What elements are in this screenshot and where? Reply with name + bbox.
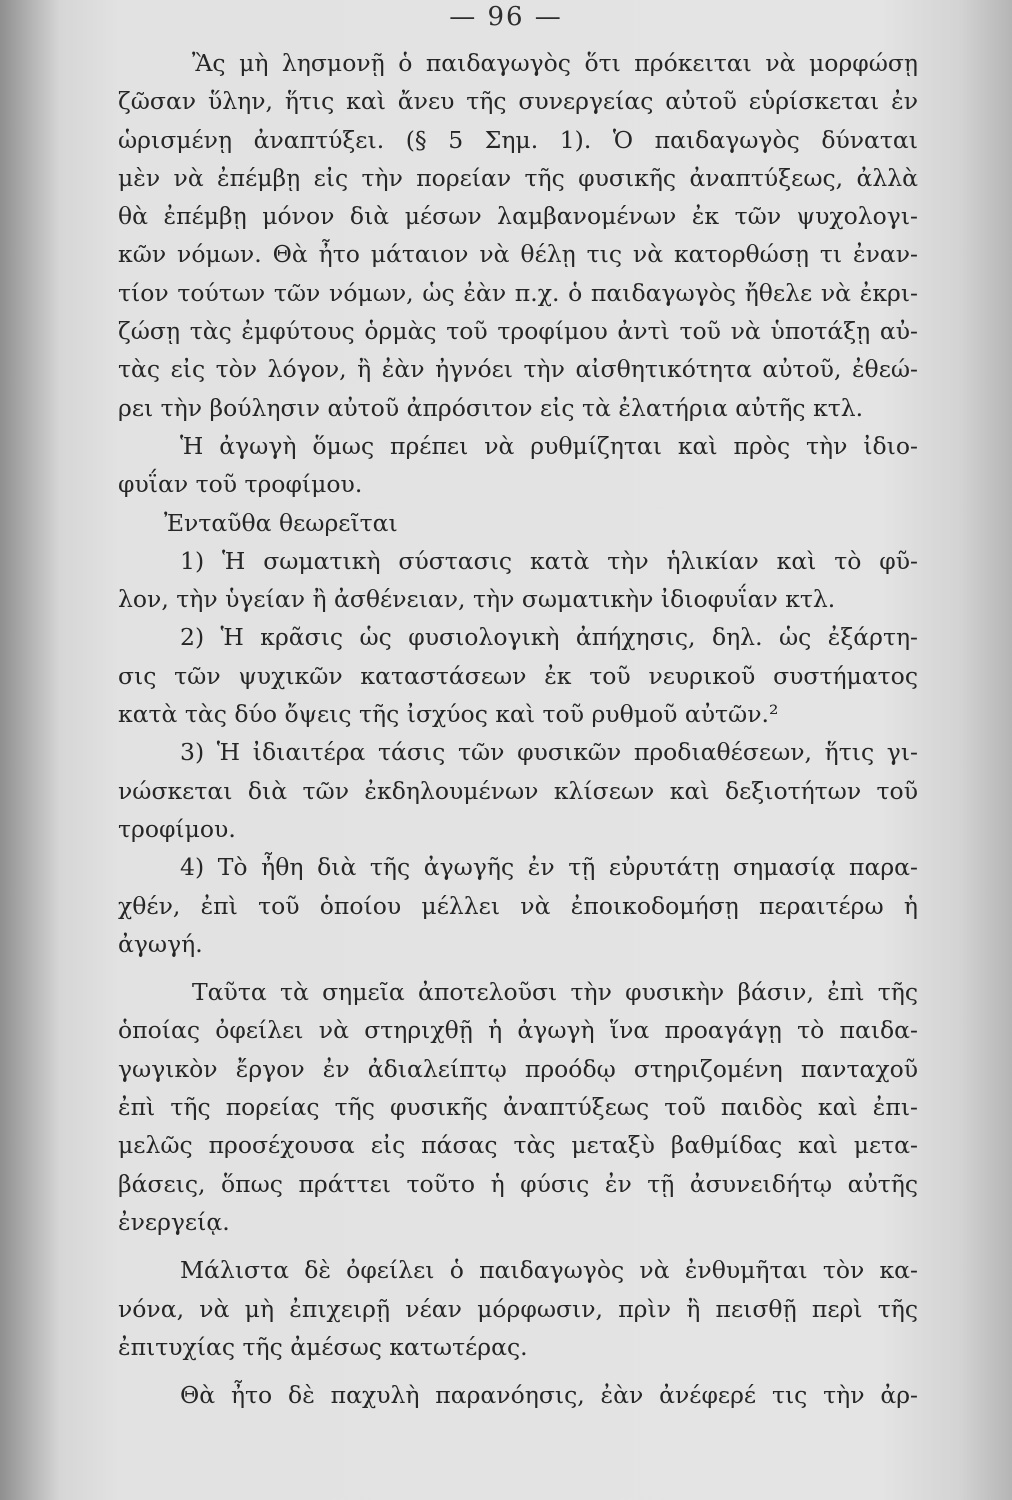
- text-line: κατὰ τὰς δύο ὄψεις τῆς ἰσχύος καὶ τοῦ ρυθμοῦ αὐτῶν.²: [118, 700, 779, 729]
- text-line: χθέν, ἐπὶ τοῦ ὁποίου μέλλει νὰ ἐποικοδομήσῃ περαιτέρω ἡ: [118, 891, 918, 920]
- text-line: Ἐνταῦθα θεωρεῖται: [164, 508, 398, 537]
- text-line: τὰς εἰς τὸν λόγον, ἢ ἐὰν ἠγνόει τὴν αἰσθητικότητα αὐτοῦ, ἐθεώ-: [118, 355, 918, 384]
- text-line: λον, τὴν ὑγείαν ἢ ἀσθένειαν, τὴν σωματικὴν ἰδιοφυΐαν κτλ.: [118, 585, 836, 614]
- paragraph-gap: [118, 963, 918, 973]
- list-item: 4) Τὸ ἦθη διὰ τῆς ἀγωγῆς ἐν τῇ εὐρυτάτῃ σημασίᾳ παρα-: [180, 853, 918, 882]
- text-line: κῶν νόμων. Θὰ ἦτο μάταιον νὰ θέλῃ τις νὰ κατορθώσῃ τι ἐναν-: [118, 240, 918, 269]
- paragraph-gap: [118, 1366, 918, 1376]
- text-line: μελῶς προσέχουσα εἰς πάσας τὰς μεταξὺ βαθμίδας καὶ μετα-: [118, 1131, 918, 1160]
- page-body: [118, 44, 918, 1414]
- text-line: ἐπὶ τῆς πορείας τῆς φυσικῆς ἀναπτύξεως τοῦ παιδὸς καὶ ἐπι-: [118, 1093, 918, 1122]
- text-line: Ταῦτα τὰ σημεῖα ἀποτελοῦσι τὴν φυσικὴν βάσιν, ἐπὶ τῆς: [192, 978, 918, 1007]
- text-line: σις τῶν ψυχικῶν καταστάσεων ἐκ τοῦ νευρικοῦ συστήματος: [118, 661, 918, 690]
- page-number: — 96 —: [449, 2, 563, 32]
- text-line: Ἂς μὴ λησμονῇ ὁ παιδαγωγὸς ὅτι πρόκειται νὰ μορφώσῃ: [192, 49, 918, 77]
- text-line: βάσεις, ὅπως πράττει τοῦτο ἡ φύσις ἐν τῇ ἀσυνειδήτῳ αὐτῆς: [118, 1169, 918, 1198]
- text-line: ἐνεργείᾳ.: [118, 1207, 230, 1236]
- text-line: ὁποίας ὀφείλει νὰ στηριχθῇ ἡ ἀγωγὴ ἵνα προαγάγῃ τὸ παιδα-: [118, 1016, 918, 1045]
- text-line: Ἡ ἀγωγὴ ὅμως πρέπει νὰ ρυθμίζηται καὶ πρὸς τὴν ἰδιο-: [180, 431, 918, 460]
- text-line: ὡρισμένῃ ἀναπτύξει. (§ 5 Σημ. 1). Ὁ παιδαγωγὸς δύναται: [118, 125, 918, 154]
- text-line: ἀγωγή.: [118, 929, 203, 958]
- text-line: ζώσῃ τὰς ἐμφύτους ὁρμὰς τοῦ τροφίμου ἀντὶ τοῦ νὰ ὑποτάξῃ αὐ-: [118, 317, 918, 346]
- text-line: νόνα, νὰ μὴ ἐπιχειρῇ νέαν μόρφωσιν, πρὶν ἢ πεισθῇ περὶ τῆς: [118, 1294, 918, 1323]
- list-item: 2) Ἡ κρᾶσις ὡς φυσιολογικὴ ἀπήχησις, δηλ. ὡς ἐξάρτη-: [180, 623, 918, 652]
- paragraph-gap: [118, 1241, 918, 1251]
- text-line: ἐπιτυχίας τῆς ἀμέσως κατωτέρας.: [118, 1332, 528, 1361]
- text-line: μὲν νὰ ἐπέμβῃ εἰς τὴν πορείαν τῆς φυσικῆς ἀναπτύξεως, ἀλλὰ: [118, 163, 918, 192]
- text-line: τροφίμου.: [118, 814, 236, 843]
- text-line: Θὰ ἦτο δὲ παχυλὴ παρανόησις, ἐὰν ἀνέφερέ τις τὴν ἀρ-: [180, 1381, 918, 1410]
- text-line: γωγικὸν ἔργον ἐν ἀδιαλείπτῳ προόδῳ στηριζομένη πανταχοῦ: [118, 1054, 918, 1083]
- text-line: νώσκεται διὰ τῶν ἐκδηλουμένων κλίσεων καὶ δεξιοτήτων τοῦ: [118, 776, 918, 805]
- text-line: Μάλιστα δὲ ὀφείλει ὁ παιδαγωγὸς νὰ ἐνθυμῆται τὸν κα-: [180, 1256, 918, 1285]
- text-line: θὰ ἐπέμβῃ μόνον διὰ μέσων λαμβανομένων ἐκ τῶν ψυχολογι-: [118, 202, 918, 231]
- text-line: ζῶσαν ὕλην, ἥτις καὶ ἄνευ τῆς συνεργείας αὐτοῦ εὑρίσκεται ἐν: [118, 87, 918, 116]
- list-item: 1) Ἡ σωματικὴ σύστασις κατὰ τὴν ἡλικίαν καὶ τὸ φῦ-: [180, 546, 918, 575]
- text-line: ρει τὴν βούλησιν αὐτοῦ ἀπρόσιτον εἰς τὰ ἐλατήρια αὐτῆς κτλ.: [118, 393, 864, 422]
- list-item: 3) Ἡ ἰδιαιτέρα τάσις τῶν φυσικῶν προδιαθέσεων, ἥτις γι-: [180, 738, 918, 767]
- text-line: τίον τούτων τῶν νόμων, ὡς ἐὰν π.χ. ὁ παιδαγωγὸς ἤθελε νὰ ἐκρι-: [118, 278, 918, 307]
- text-line: φυΐαν τοῦ τροφίμου.: [118, 470, 363, 499]
